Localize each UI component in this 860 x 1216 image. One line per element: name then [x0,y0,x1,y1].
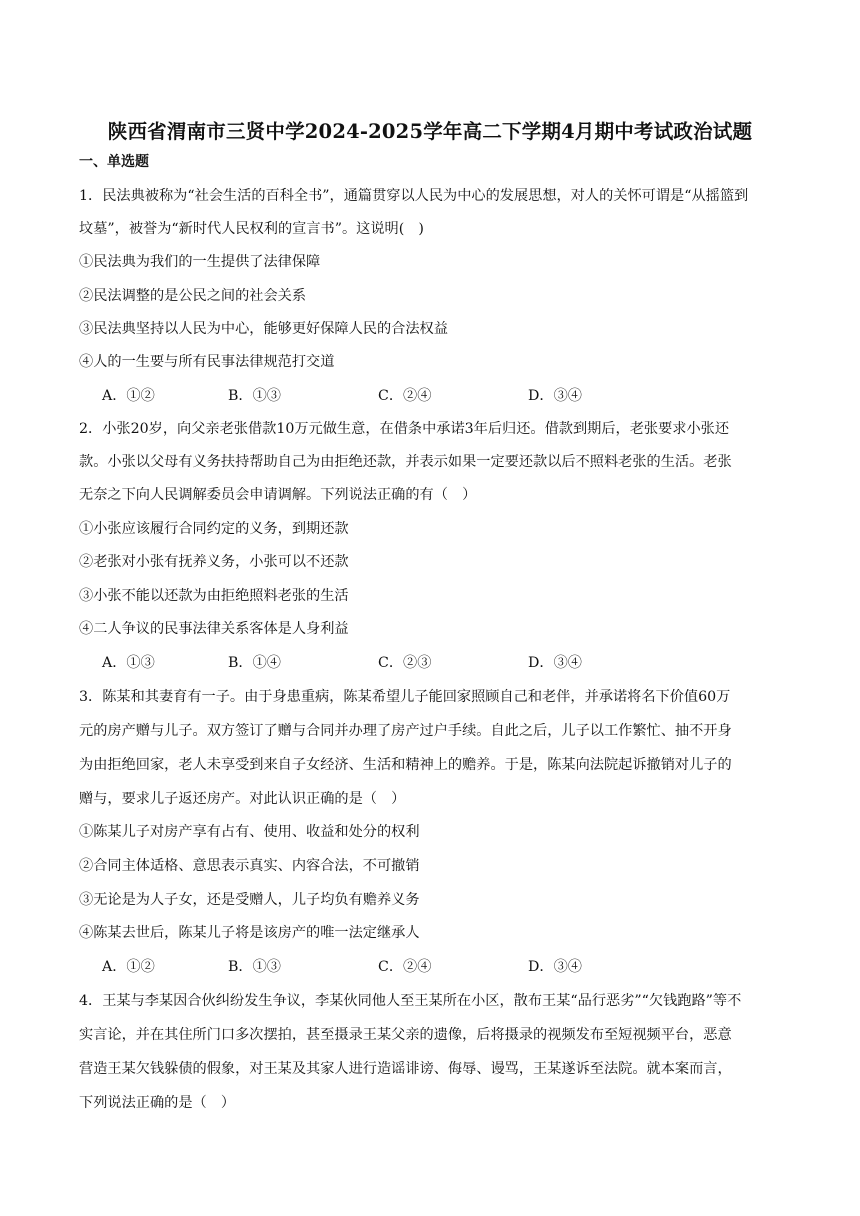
q3-option-b[interactable]: B．①③ [228,959,281,975]
q2-item: ②老张对小张有抚养义务，小张可以不还款 [79,554,349,570]
q3-item: ①陈某儿子对房产享有占有、使用、收益和处分的权利 [79,824,420,840]
q3-stem-line: 为由拒绝回家，老人未享受到来自子女经济、生活和精神上的赡养。于是，陈某向法院起诉撤销对儿子的 [79,757,732,773]
q3-stem-line: 3．陈某和其妻育有一子。由于身患重病，陈某希望儿子能回家照顾自己和老伴，并承诺将名下价值60万 [79,689,731,705]
q1-item: ②民法调整的是公民之间的社会关系 [79,288,307,304]
q2-option-b[interactable]: B．①④ [228,655,281,671]
q1-option-c[interactable]: C．②④ [378,388,432,404]
q2-item: ③小张不能以还款为由拒绝照料老张的生活 [79,588,349,604]
q4-stem-line: 实言论，并在其住所门口多次摆拍，甚至摄录王某父亲的遗像，后将摄录的视频发布至短视频平台，恶意 [79,1027,732,1043]
q2-item: ④二人争议的民事法律关系客体是人身利益 [79,621,349,637]
q2-option-d[interactable]: D．③④ [528,655,582,671]
q3-option-d[interactable]: D．③④ [528,959,582,975]
q2-item: ①小张应该履行合同约定的义务，到期还款 [79,521,349,537]
q2-option-a[interactable]: A．①③ [102,655,155,671]
q2-stem-line: 2．小张20岁，向父亲老张借款10万元做生意，在借条中承诺3年后归还。借款到期后，老张要求小张还 [79,421,730,437]
q4-stem-line: 营造王某欠钱躲债的假象，对王某及其家人进行造谣诽谤、侮辱、谩骂，王某遂诉至法院。就本案而言， [79,1061,732,1077]
q3-option-a[interactable]: A．①② [102,959,155,975]
q1-item: ①民法典为我们的一生提供了法律保障 [79,254,321,270]
q3-option-c[interactable]: C．②④ [378,959,432,975]
q2-stem-line: 款。小张以父母有义务扶持帮助自己为由拒绝还款，并表示如果一定要还款以后不照料老张的生活。老张 [79,454,732,470]
q1-item: ④人的一生要与所有民事法律规范打交道 [79,354,335,370]
q1-option-b[interactable]: B．①③ [228,388,281,404]
section-heading: 一、单选题 [79,154,149,170]
q3-stem-line: 赠与，要求儿子返还房产。对此认识正确的是（ ） [79,791,406,807]
page-title: 陕西省渭南市三贤中学2024-2025学年高二下学期4月期中考试政治试题 [107,120,753,143]
q4-stem-line: 下列说法正确的是（ ） [79,1095,236,1111]
q1-option-a[interactable]: A．①② [102,388,155,404]
q1-stem-line: 坟墓”，被誉为“新时代人民权利的宣言书”。这说明( ) [79,221,424,237]
q3-item: ②合同主体适格、意思表示真实、内容合法，不可撤销 [79,858,420,874]
q1-item: ③民法典坚持以人民为中心，能够更好保障人民的合法权益 [79,321,448,337]
q4-stem-line: 4．王某与李某因合伙纠纷发生争议，李某伙同他人至王某所在小区，散布王某“品行恶劣”“欠钱跑路”等不 [79,993,742,1009]
q3-item: ③无论是为人子女，还是受赠人，儿子均负有赡养义务 [79,892,420,908]
q2-option-c[interactable]: C．②③ [378,655,432,671]
q1-stem-line: 1．民法典被称为“社会生活的百科全书”，通篇贯穿以人民为中心的发展思想，对人的关怀可谓是“从摇篮到 [79,188,749,204]
q2-stem-line: 无奈之下向人民调解委员会申请调解。下列说法正确的有（ ） [79,487,477,503]
q3-item: ④陈某去世后，陈某儿子将是该房产的唯一法定继承人 [79,925,420,941]
q1-option-d[interactable]: D．③④ [528,388,582,404]
q3-stem-line: 元的房产赠与儿子。双方签订了赠与合同并办理了房产过户手续。自此之后，儿子以工作繁忙、抽不开身 [79,723,732,739]
